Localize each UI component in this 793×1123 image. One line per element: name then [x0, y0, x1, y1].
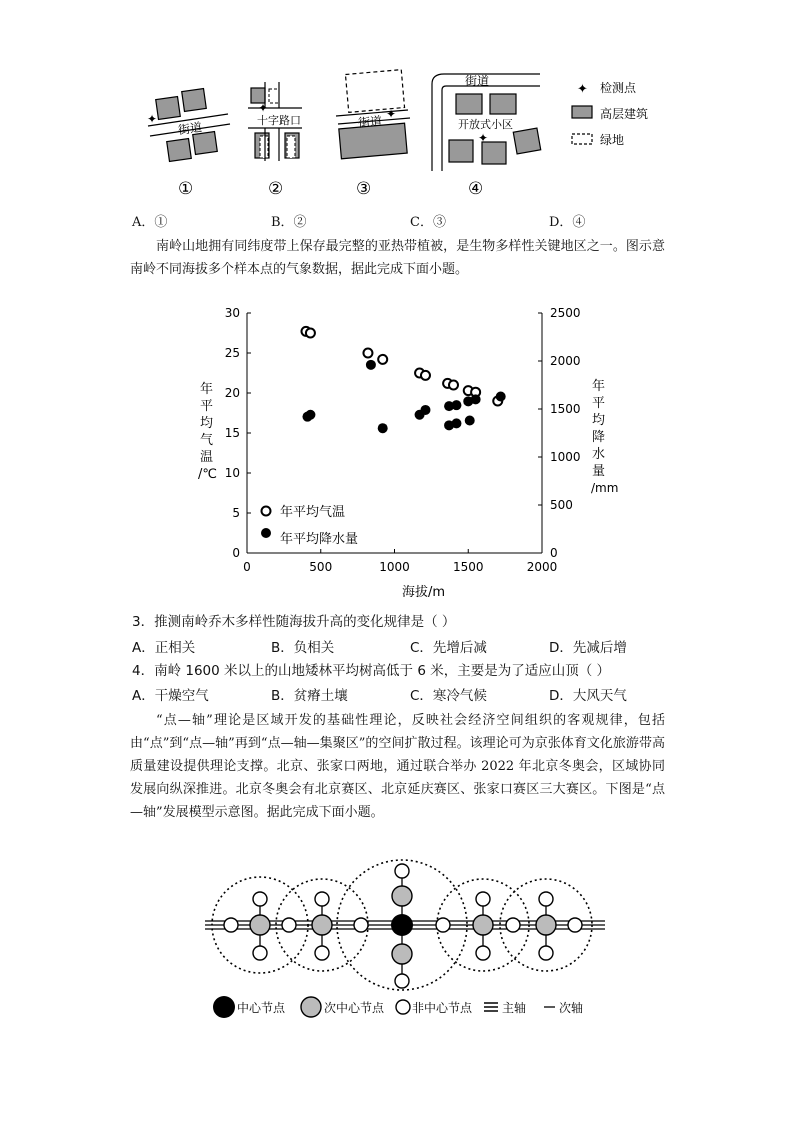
legend-high-rise: 高层建筑	[600, 107, 649, 121]
x-tick-label: 2000	[526, 560, 558, 574]
chart-points	[302, 327, 506, 433]
y-left-tick-label: 0	[232, 546, 240, 560]
x-tick-label: 1500	[452, 560, 484, 574]
monitor-point-icon: ✦	[147, 112, 158, 126]
legend-center-node-marker	[213, 996, 235, 1018]
y-right-tick-label: 500	[550, 498, 573, 512]
y-right-tick-label: 0	[550, 546, 558, 560]
y-left-tick-label: 20	[224, 386, 240, 400]
legend-non-center-marker	[396, 1000, 410, 1014]
y-left-label-5: 温	[200, 450, 214, 465]
legend-main-axis: 主轴	[502, 1001, 527, 1015]
nanling-scatter-chart	[190, 298, 630, 608]
legend-main-axis-icon	[484, 1003, 498, 1011]
y-left-tick-label: 15	[224, 426, 240, 440]
q3-option-d[interactable]: D．先减后增	[549, 640, 627, 656]
legend-sub-center-node: 次中心节点	[324, 1001, 385, 1015]
precipitation-point	[366, 360, 376, 370]
legend-hollow-marker	[262, 507, 271, 516]
x-axis-label: 海拔/m	[402, 585, 446, 600]
street-label: 街道	[177, 120, 203, 138]
legend-secondary-axis: 次轴	[559, 1001, 584, 1015]
precipitation-point	[471, 394, 481, 404]
green-space-swatch	[572, 134, 592, 144]
legend-green-space: 绿地	[600, 133, 625, 147]
center-node	[391, 914, 413, 936]
precipitation-point	[305, 410, 315, 420]
community-label: 开放式小区	[458, 118, 513, 131]
crossroad-label: 十字路口	[257, 114, 301, 127]
legend-monitor-point: 检测点	[600, 81, 637, 95]
y-left-label-1: 年	[200, 382, 214, 397]
panel-2	[248, 82, 302, 161]
y-left-tick-label: 10	[224, 466, 240, 480]
temperature-point	[449, 381, 458, 390]
y-left-label-2: 平	[200, 399, 214, 414]
prev-option-c: C．③	[410, 215, 446, 230]
y-right-label-2: 平	[592, 396, 606, 411]
map-legend	[572, 80, 648, 147]
point-axis-intro: “点—轴”理论是区域开发的基础性理论，反映社会经济空间组织的客观规律，包括由“点”到“点—轴”再到“点—轴—集聚区”的空间扩散过程。该理论可为京张体育文化旅游带高质量建设提供理论支撑。北京、张家口两地，通过联合举办 2022 年北京冬奥会，区域协同发展向纵深推进。北京冬奥会有北京赛区、北京延庆赛区、张家口赛区三大赛区。下图是“点—轴”发展模型示意图。据此完成下面小题。	[130, 713, 665, 820]
panel-label-3: ③	[356, 179, 372, 199]
y-left-label-3: 均	[200, 416, 214, 431]
y-left-label-6: /℃	[198, 467, 217, 482]
q3-option-b[interactable]: B．负相关	[271, 640, 335, 656]
precipitation-point	[451, 400, 461, 410]
x-tick-label: 0	[243, 560, 251, 574]
y-right-tick-label: 2500	[550, 306, 581, 320]
panel-label-2: ②	[268, 179, 284, 199]
y-left-label-4: 气	[200, 433, 214, 448]
monitor-point-icon: ✦	[577, 82, 588, 97]
panel-label-1: ①	[178, 179, 194, 199]
q4-option-c[interactable]: C．寒冷气候	[410, 688, 487, 704]
legend-non-center-node: 非中心节点	[412, 1001, 473, 1015]
monitor-point-icon: ✦	[386, 107, 397, 121]
panel-4	[432, 74, 541, 171]
y-right-tick-label: 2000	[550, 354, 581, 368]
precipitation-point	[378, 423, 388, 433]
panel-1	[147, 89, 230, 162]
legend-precipitation: 年平均降水量	[280, 532, 359, 547]
monitor-point-icon: ✦	[258, 101, 269, 115]
q4-stem: 4．南岭 1600 米以上的山地矮林平均树高低于 6 米，主要是为了适应山顶（ ）	[132, 663, 610, 679]
precipitation-point	[420, 405, 430, 415]
q4-option-d[interactable]: D．大风天气	[549, 688, 627, 704]
q4-option-a[interactable]: A．干燥空气	[132, 688, 209, 704]
prev-option-a: A．①	[132, 215, 168, 230]
y-right-label-7: /mm	[591, 481, 619, 495]
precipitation-point	[451, 418, 461, 428]
chart-axes	[225, 306, 581, 574]
y-right-tick-label: 1500	[550, 402, 581, 416]
y-right-tick-label: 1000	[550, 450, 581, 464]
prev-option-b: B．②	[271, 215, 307, 230]
q3-option-a[interactable]: A．正相关	[132, 640, 196, 656]
y-right-label-6: 量	[592, 464, 606, 479]
temperature-point	[378, 355, 387, 364]
legend-temperature: 年平均气温	[280, 505, 346, 520]
y-left-tick-label: 30	[224, 306, 240, 320]
street-label: 街道	[357, 113, 383, 131]
y-right-label-4: 降	[592, 430, 606, 445]
point-axis-model-diagram	[195, 855, 615, 1030]
legend-filled-marker	[261, 528, 271, 538]
q3-option-c[interactable]: C．先增后减	[410, 640, 487, 656]
legend-sub-center-marker	[301, 997, 321, 1017]
y-left-tick-label: 5	[232, 506, 240, 520]
y-right-label-1: 年	[592, 379, 606, 394]
prev-option-d: D．④	[549, 215, 586, 230]
precipitation-point	[496, 392, 506, 402]
panel-label-4: ④	[468, 179, 484, 199]
precipitation-point	[465, 416, 475, 426]
panel-3	[336, 70, 410, 159]
y-right-label-5: 水	[592, 447, 606, 462]
q3-stem: 3．推测南岭乔木多样性随海拔升高的变化规律是（ ）	[132, 614, 456, 630]
street-map-figure	[140, 66, 660, 201]
x-tick-label: 1000	[379, 560, 410, 574]
temperature-point	[363, 349, 372, 358]
nanling-intro: 南岭山地拥有同纬度带上保存最完整的亚热带植被，是生物多样性关键地区之一。图示意南岭不同海拔多个样本点的气象数据，据此完成下面小题。	[130, 239, 665, 277]
high-rise-swatch	[572, 106, 592, 118]
q4-option-b[interactable]: B．贫瘠土壤	[271, 688, 348, 704]
temperature-point	[306, 329, 315, 338]
x-tick-label: 500	[309, 560, 333, 574]
y-right-label-3: 均	[592, 413, 606, 428]
temperature-point	[421, 371, 430, 380]
street-label: 街道	[465, 74, 490, 88]
monitor-point-icon: ✦	[478, 131, 489, 145]
legend-center-node: 中心节点	[237, 1001, 286, 1015]
y-left-tick-label: 25	[224, 346, 240, 360]
